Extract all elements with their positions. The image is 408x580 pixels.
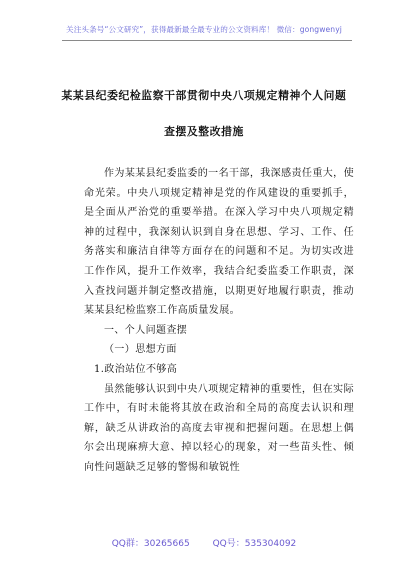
qq-number-text: QQ号：535304092 bbox=[212, 539, 297, 549]
qq-group-text: QQ群：30265665 bbox=[111, 539, 190, 549]
promo-header: 关注头条号“公文研究”，获得最新最全最专业的公文资料库！ 微信：gongwenyj bbox=[66, 25, 342, 34]
document-title-line2: 查摆及整改措施 bbox=[164, 125, 244, 138]
body-paragraph: 虽然能够认识到中央八项规定精神的重要性，但在实际工作中，有时未能将其放在政治和全局的高度去认识和理解，缺乏从讲政治的高度去审视和把握问题。在思想上偶尔会出现麻痹大意、掉以轻心的现象，对一些苗头性、倾向性问题缺乏足够的警惕和敏锐性 bbox=[84, 383, 354, 473]
header-divider bbox=[62, 40, 352, 41]
subsection-heading: （一）思想方面 bbox=[104, 344, 177, 356]
contact-footer bbox=[0, 536, 408, 549]
intro-paragraph: 作为某某县纪委监委的一名干部，我深感责任重大，使命光荣。中央八项规定精神是党的作风建设的重要抓手，是全面从严治党的重要举措。在深入学习中央八项规定精神的过程中，我深刻认识到自身在思想、学习、工作、任务落实和廉洁自律等方面存在的问题和不足。为切实改进工作作风，提升工作效率，我结合纪委监委工作职责，深入查找问题并制定整改措施，以期更好地履行职责，推动某某县纪检监察工作高质量发展。 bbox=[84, 168, 354, 317]
document-body bbox=[84, 164, 354, 478]
section-heading: 一、个人问题查摆 bbox=[104, 324, 188, 336]
document-title-line1: 某某县纪委纪检监察干部贯彻中央八项规定精神个人问题 bbox=[61, 89, 347, 102]
item-heading: 1.政治站位不够高 bbox=[94, 363, 178, 375]
